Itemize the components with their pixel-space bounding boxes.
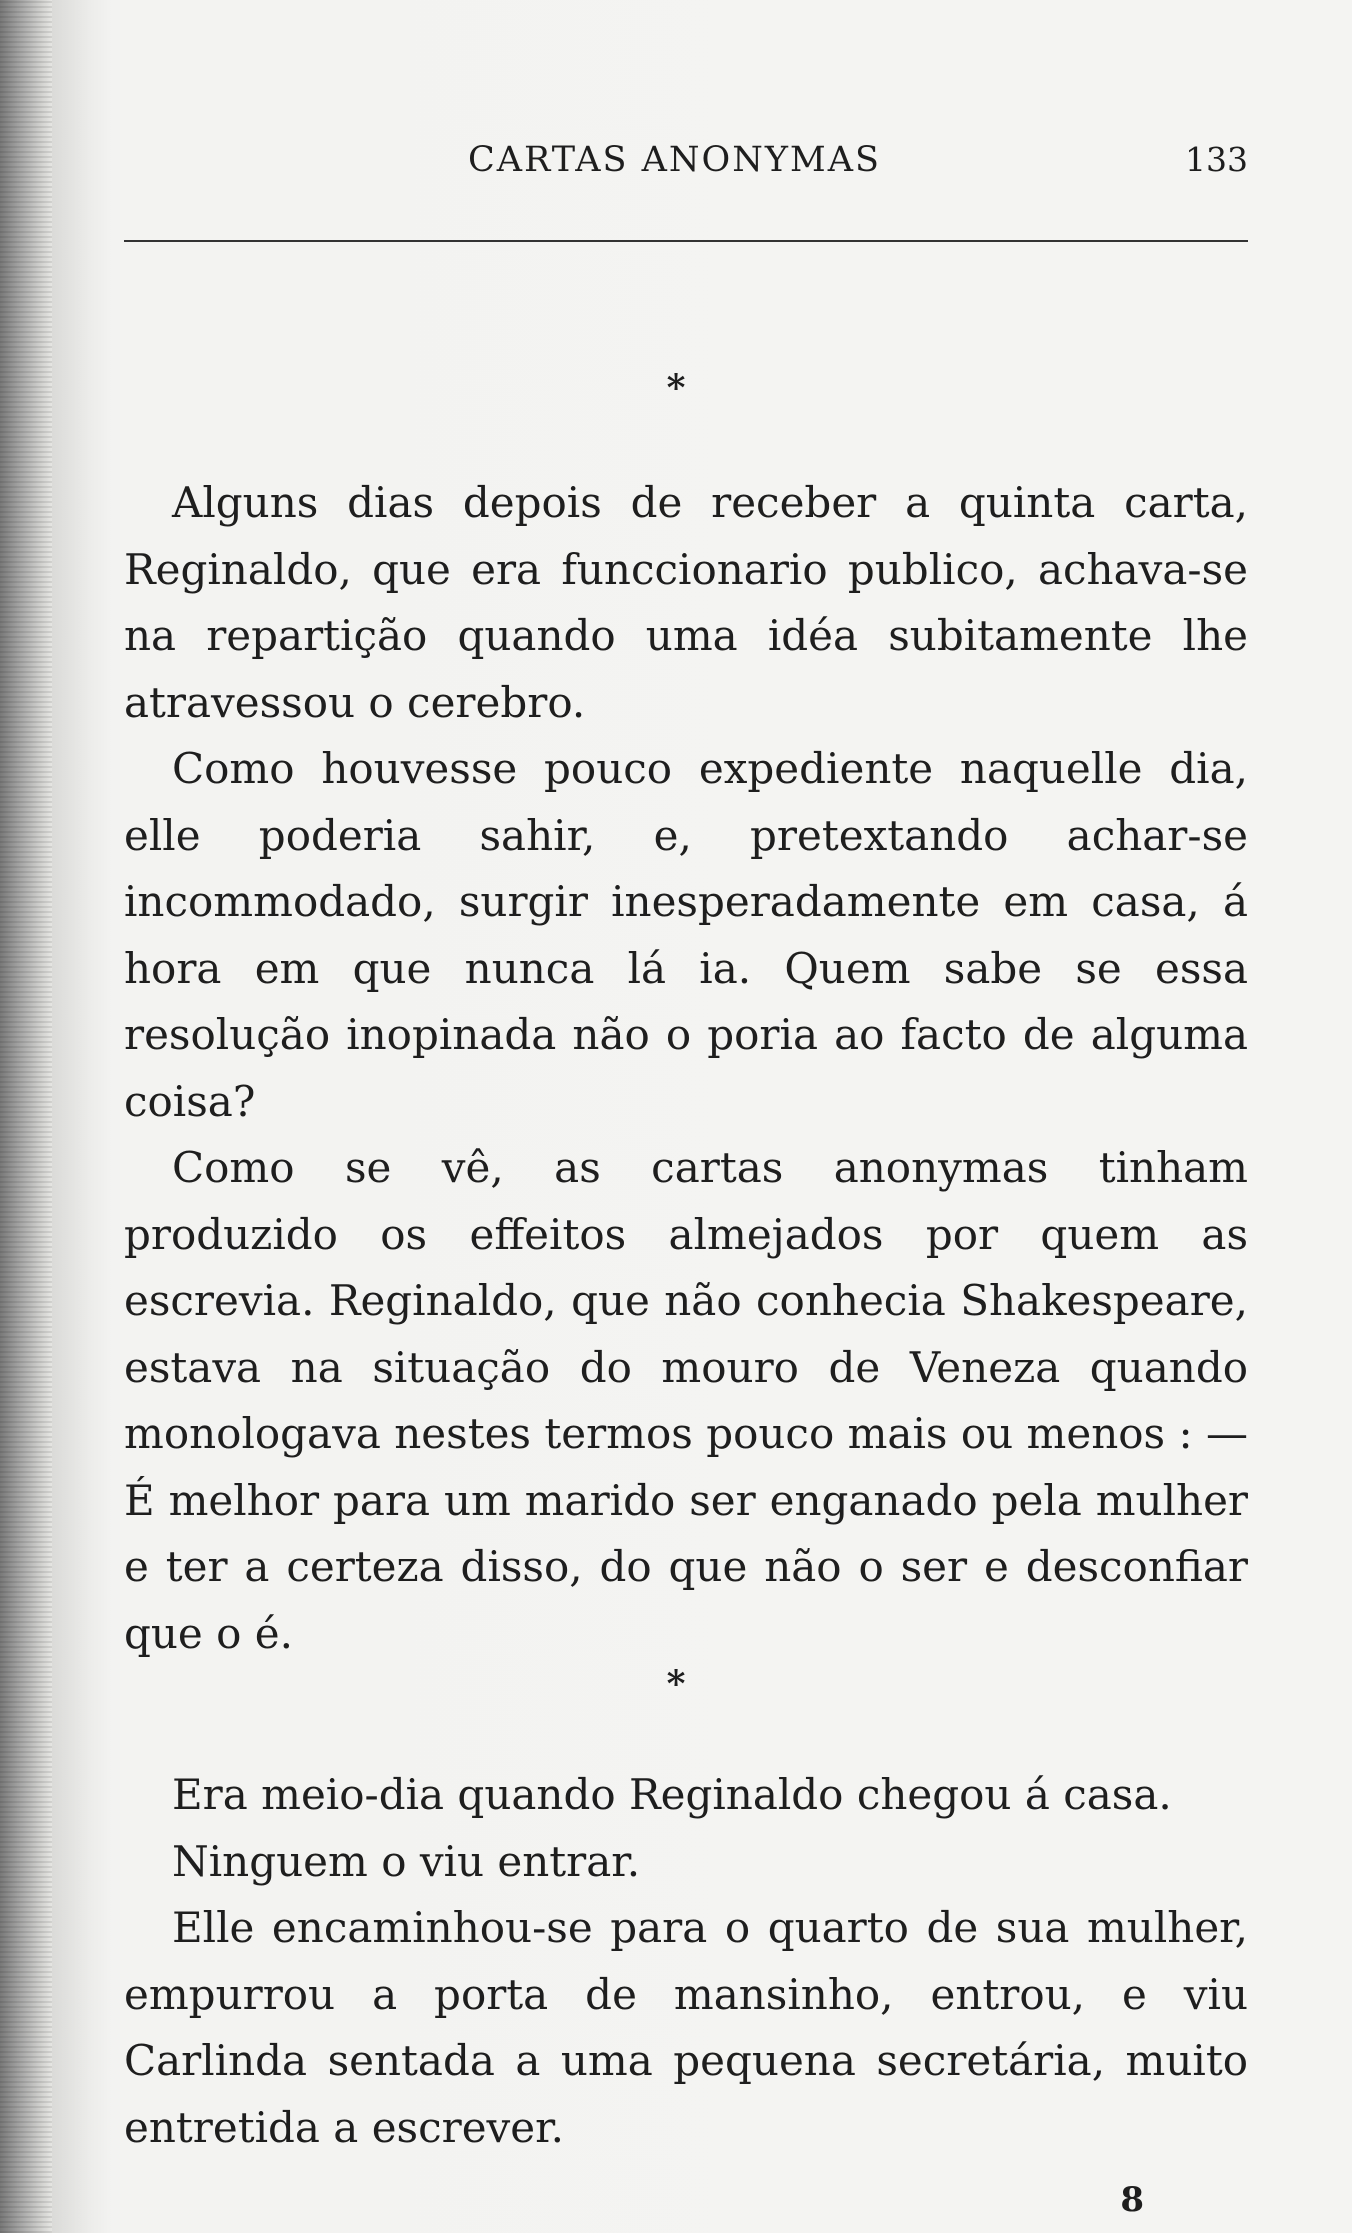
signature-mark: 8	[1120, 2180, 1144, 2220]
running-head	[124, 128, 1248, 188]
paragraph: Alguns dias depois de receber a quinta carta, Reginaldo, que era funccionario publico, achava-se na repartição quando uma idéa subitamente lhe atravessou o cerebro.	[124, 478, 1248, 727]
section-1-text	[124, 470, 1248, 1667]
paragraph: Elle encaminhou-se para o quarto de sua mulher, empurrou a porta de mansinho, entrou, e viu Carlinda sentada a uma pequena secretária, muito entretida a escrever.	[124, 1903, 1248, 2152]
section-break-asterisk: *	[666, 367, 686, 409]
paragraph: Ninguem o viu entrar.	[172, 1836, 641, 1886]
header-rule	[124, 240, 1248, 242]
binding-gutter	[0, 0, 52, 2233]
paragraph: Era meio-dia quando Reginaldo chegou á casa.	[172, 1770, 1172, 1819]
section-break-asterisk: *	[666, 1663, 686, 1705]
paragraph: Como houvesse pouco expediente naquelle dia, elle poderia sahir, e, pretextando achar-se incommodado, surgir inesperadamente em casa, á hora em que nunca lá ia. Quem sabe se essa resolução inopinada não o poria ao facto de alguma coisa?	[124, 744, 1248, 1126]
page-number: 133	[1185, 140, 1248, 179]
gutter-shadow	[52, 0, 112, 2233]
running-title: CARTAS ANONYMAS	[468, 140, 882, 180]
section-2-text	[124, 1762, 1248, 2161]
paragraph: Como se vê, as cartas anonymas tinham produzido os effeitos almejados por quem as escrevia. Reginaldo, que não conhecia Shakespeare, estava na situação do mouro de Veneza quando monologava nestes termos pouco mais ou menos : — É melhor para um marido ser enganado pela mulher e ter a certeza disso, do que não o ser e desconfiar que o é.	[124, 1143, 1248, 1658]
